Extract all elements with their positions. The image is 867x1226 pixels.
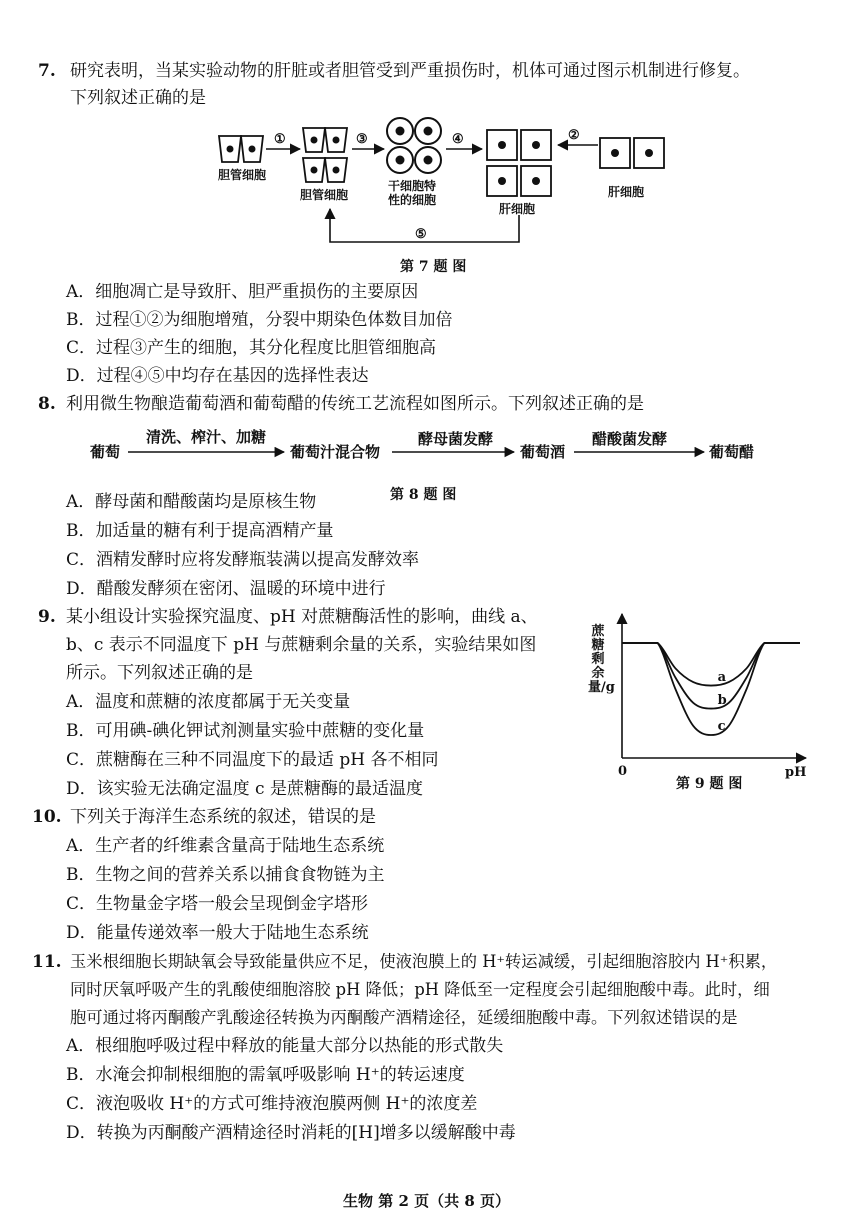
question-9-option-a: A．温度和蔗糖的浓度都属于无关变量	[66, 692, 351, 712]
question-8-option-b: B．加适量的糖有利于提高酒精产量	[66, 521, 334, 541]
chart-y-axis-label: 蔗糖剩余量/g	[588, 624, 615, 695]
step-3-label: ③	[356, 132, 368, 147]
question-7-option-a: A．细胞凋亡是导致肝、胆严重损伤的主要原因	[66, 282, 419, 302]
step-5-label: ⑤	[415, 227, 427, 242]
question-11-option-c: C．液泡吸收 H⁺的方式可维持液泡膜两侧 H⁺的浓度差	[66, 1094, 478, 1114]
chart-series-b	[622, 643, 800, 709]
question-11-stem-line1: 玉米根细胞长期缺氧会导致能量供应不足，使液泡膜上的 H⁺转运减缓，引起细胞溶胶内 H⁺积累，	[70, 952, 778, 971]
series-label-c: c	[717, 719, 726, 734]
question-9-stem-line2: b、c 表示不同温度下 pH 与蔗糖剩余量的关系，实验结果如图	[66, 635, 537, 655]
page-footer: 生物 第 2 页（共 8 页）	[343, 1192, 510, 1210]
question-8-option-c: C．酒精发酵时应将发酵瓶装满以提高发酵效率	[66, 550, 420, 570]
question-10-option-a: A．生产者的纤维素含量高于陆地生态系统	[66, 836, 385, 856]
step-4-label: ④	[452, 132, 464, 147]
chart-x-axis-label: pH	[785, 765, 807, 780]
chart-series-a	[622, 643, 800, 686]
question-7-option-c: C．过程③产生的细胞，其分化程度比胆管细胞高	[66, 338, 437, 358]
flow-step-yeast-fermentation: 酵母菌发酵	[418, 430, 494, 448]
step-1-label: ①	[274, 132, 286, 147]
label-bile-duct-cells-left: 胆管细胞	[218, 168, 267, 182]
chart-origin-label: 0	[618, 764, 628, 779]
flow-node-wine: 葡萄酒	[520, 443, 566, 461]
flow-node-juice-mixture: 葡萄汁混合物	[290, 443, 381, 461]
question-9-number: 9.	[38, 607, 56, 627]
question-9-figure-caption: 第 9 题 图	[676, 776, 743, 792]
question-9-stem-line1: 某小组设计实验探究温度、pH 对蔗糖酶活性的影响，曲线 a、	[66, 607, 538, 627]
question-7-stem-line2: 下列叙述正确的是	[70, 88, 206, 108]
label-bile-duct-cells-middle: 胆管细胞	[300, 188, 349, 202]
question-10-option-b: B．生物之间的营养关系以捕食食物链为主	[66, 865, 385, 885]
step-2-label: ②	[568, 128, 580, 143]
series-label-b: b	[717, 692, 727, 708]
question-7-option-d: D．过程④⑤中均存在基因的选择性表达	[66, 366, 369, 386]
flow-node-grape: 葡萄	[90, 443, 121, 461]
question-11-option-a: A．根细胞呼吸过程中释放的能量大部分以热能的形式散失	[66, 1036, 504, 1056]
flow-node-vinegar: 葡萄醋	[709, 443, 755, 461]
label-liver-cells-right: 肝细胞	[608, 185, 645, 199]
question-8-option-d: D．醋酸发酵须在密闭、温暖的环境中进行	[66, 579, 386, 599]
question-11-stem-line3: 胞可通过将丙酮酸产乳酸途径转换为丙酮酸产酒精途径，延缓细胞酸中毒。下列叙述错误的是	[70, 1008, 738, 1027]
series-label-a: a	[717, 669, 727, 685]
label-stem-like-cells-line1: 干细胞特	[388, 179, 437, 193]
question-11-option-d: D．转换为丙酮酸产酒精途径时消耗的[H]增多以缓解酸中毒	[66, 1123, 516, 1143]
question-11-number: 11.	[32, 952, 62, 972]
question-8-number: 8.	[38, 394, 56, 414]
question-7-stem-line1: 研究表明，当某实验动物的肝脏或者胆管受到严重损伤时，机体可通过图示机制进行修复。	[70, 61, 750, 81]
question-7-option-b: B．过程①②为细胞增殖，分裂中期染色体数目加倍	[66, 310, 453, 330]
label-stem-like-cells-line2: 性的细胞	[388, 193, 437, 207]
question-10-option-d: D．能量传递效率一般大于陆地生态系统	[66, 923, 369, 943]
question-7-figure-caption: 第 7 题 图	[400, 259, 467, 275]
question-11-stem-line2: 同时厌氧呼吸产生的乳酸使细胞溶胶 pH 降低；pH 降低至一定程度会引起细胞酸中毒。此时，细	[70, 980, 770, 999]
question-9-stem-line3: 所示。下列叙述正确的是	[66, 663, 253, 683]
question-10-stem: 下列关于海洋生态系统的叙述，错误的是	[70, 807, 376, 827]
question-7-number: 7.	[38, 61, 56, 81]
question-10-number: 10.	[32, 807, 62, 827]
flow-step-acetic-fermentation: 醋酸菌发酵	[592, 430, 668, 448]
question-11-option-b: B．水淹会抑制根细胞的需氧呼吸影响 H⁺的转运速度	[66, 1065, 465, 1085]
flow-step-wash-press-sugar: 清洗、榨汁、加糖	[146, 428, 267, 446]
chart-series-c	[622, 643, 800, 735]
question-8-figure-caption: 第 8 题 图	[390, 487, 457, 503]
question-8-option-a: A．酵母菌和醋酸菌均是原核生物	[66, 492, 317, 512]
question-10-option-c: C．生物量金字塔一般会呈现倒金字塔形	[66, 894, 369, 914]
question-9-option-d: D．该实验无法确定温度 c 是蔗糖酶的最适温度	[66, 779, 423, 799]
label-liver-cells-middle: 肝细胞	[499, 202, 536, 216]
question-9-option-c: C．蔗糖酶在三种不同温度下的最适 pH 各不相同	[66, 750, 439, 770]
question-8-stem: 利用微生物酿造葡萄酒和葡萄醋的传统工艺流程如图所示。下列叙述正确的是	[66, 394, 644, 414]
question-9-option-b: B．可用碘-碘化钾试剂测量实验中蔗糖的变化量	[66, 721, 425, 741]
